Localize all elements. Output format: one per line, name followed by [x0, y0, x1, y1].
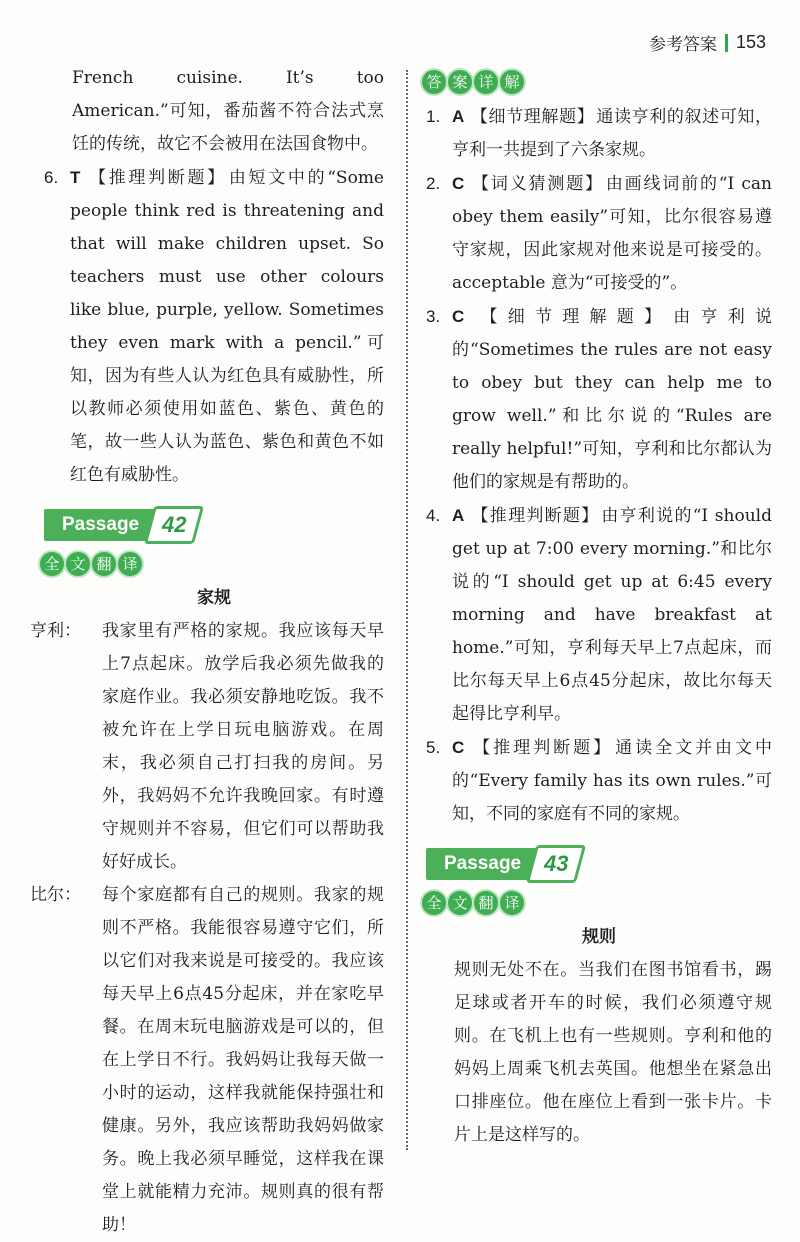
translation-title: 规则: [582, 927, 616, 947]
question-type-tag: 【细节理解题】: [470, 307, 672, 327]
passage-label: Passage: [426, 848, 539, 880]
item-number: 6.: [44, 168, 59, 187]
badge-char: 解: [500, 70, 524, 94]
question-type-tag: 【推理判断题】: [86, 168, 227, 188]
speaker-name: 比尔：: [30, 885, 81, 905]
answer-item-3: [426, 300, 772, 499]
answer-item-6: [44, 161, 384, 492]
item-number: 5.: [426, 738, 441, 757]
left-column: [30, 62, 384, 1242]
passage-number: 43: [526, 845, 587, 883]
answer-item-4: [426, 499, 772, 731]
question-type-tag: 【词义猜测题】: [470, 174, 604, 194]
item-answer: C: [452, 738, 465, 757]
item-answer: C: [452, 174, 465, 193]
item-explanation: 通读全文并由文中的“Every family has its own rules.”可知，不同的家庭有不同的家规。: [452, 738, 773, 824]
badge-char: 答: [422, 70, 446, 94]
answer-item-1: [426, 100, 772, 167]
passage-42-banner: [44, 506, 384, 544]
item-number: 3.: [426, 307, 441, 326]
badge-char: 翻: [474, 891, 498, 915]
badge-char: 全: [40, 552, 64, 576]
translation-title: 家规: [197, 588, 231, 608]
badge-char: 全: [422, 891, 446, 915]
page-header: [649, 30, 766, 55]
item-number: 1.: [426, 107, 441, 126]
continued-paragraph: French cuisine. It’s too American.”可知，番茄酱不符合法式烹饪的传统，故它不会被用在法国食物中。: [72, 68, 384, 154]
badge-char: 译: [500, 891, 524, 915]
answer-item-5: [426, 731, 772, 831]
speaker-henry: [30, 615, 384, 879]
column-divider: [406, 70, 408, 1150]
question-type-tag: 【推理判断题】: [470, 738, 614, 758]
item-answer: A: [452, 506, 465, 525]
item-answer: C: [452, 307, 465, 326]
badge-char: 翻: [92, 552, 116, 576]
badge-char: 详: [474, 70, 498, 94]
right-column: [426, 62, 772, 1152]
question-type-tag: 【细节理解题】: [470, 107, 595, 127]
speaker-name: 亨利：: [30, 621, 81, 641]
item-answer: T: [70, 168, 81, 187]
section-title: 参考答案: [648, 35, 717, 55]
question-type-tag: 【推理判断题】: [470, 506, 600, 526]
passage-43-banner: [426, 845, 772, 883]
item-explanation: 由短文中的“Some people think red is threatening and that will make children upset. So teachers must use other colours like blue, purple, yellow. Sometimes they even mark with a pencil.”可知，因为有些人认为红色具有威胁性，所以教师必须使用如蓝色、紫色、黄色的笔，故一些人认为蓝色、紫色和黄色不如红色有威胁性。: [70, 168, 384, 485]
badge-char: 译: [118, 552, 142, 576]
badge-char: 文: [448, 891, 472, 915]
badge-char: 案: [448, 70, 472, 94]
badge-char: 文: [66, 552, 90, 576]
speaker-text: 我家里有严格的家规。我应该每天早上7点起床。放学后我必须先做我的家庭作业。我必须安静地吃饭。我不被允许在上学日玩电脑游戏。在周末，我必须自己打扫我的房间。另外，我妈妈不允许我晚回家。有时遵守规则并不容易，但它们可以帮助我好好成长。: [102, 621, 384, 872]
passage-number: 42: [144, 506, 205, 544]
speaker-bill: [30, 879, 384, 1242]
passage-label: Passage: [44, 509, 157, 541]
speaker-text: 每个家庭都有自己的规则。我家的规则不严格。我能很容易遵守它们，所以它们对我来说是可接受的。我应该每天早上6点45分起床，并在家吃早餐。在周末玩电脑游戏是可以的，但在上学日不行。我妈妈让我每天做一小时的运动，这样我就能保持强壮和健康。另外，我应该帮助我妈妈做家务。晚上我必须早睡觉，这样我在课堂上就能精力充沛。规则真的很有帮助！: [102, 885, 384, 1235]
answer-item-2: [426, 167, 772, 300]
page-number: 153: [735, 32, 766, 52]
item-explanation: 由亨利说的“Sometimes the rules are not easy to obey but they can help me to grow well.”和比尔说的“Rules are really helpful!”可知，亨利和比尔都认为他们的家规是有帮助的。: [452, 307, 773, 492]
header-divider: [725, 34, 728, 52]
item-number: 4.: [426, 506, 441, 525]
item-explanation: 由画线词前的“I can obey them easily”可知，比尔很容易遵守家规，因此家规对他来说是可接受的。acceptable 意为“可接受的”。: [452, 174, 772, 293]
answer-detail-badge: [422, 70, 772, 94]
full-translation-badge: [422, 891, 772, 915]
item-number: 2.: [426, 174, 441, 193]
item-explanation: 由亨利说的“I should get up at 7:00 every morning.”和比尔说的“I should get up at 6:45 every morning and have breakfast at home.”可知，亨利每天早上7点起床，而比尔每天早上6点45分起床，故比尔每天起得比亨利早。: [452, 506, 772, 724]
item-answer: A: [452, 107, 465, 126]
translation-paragraph: 规则无处不在。当我们在图书馆看书，踢足球或者开车的时候，我们必须遵守规则。在飞机上也有一些规则。亨利和他的妈妈上周乘飞机去英国。他想坐在紧急出口排座位。他在座位上看到一张卡片。卡片上是这样写的。: [454, 960, 772, 1145]
item-explanation: 通读亨利的叙述可知，亨利一共提到了六条家规。: [452, 107, 773, 160]
full-translation-badge: [40, 552, 384, 576]
